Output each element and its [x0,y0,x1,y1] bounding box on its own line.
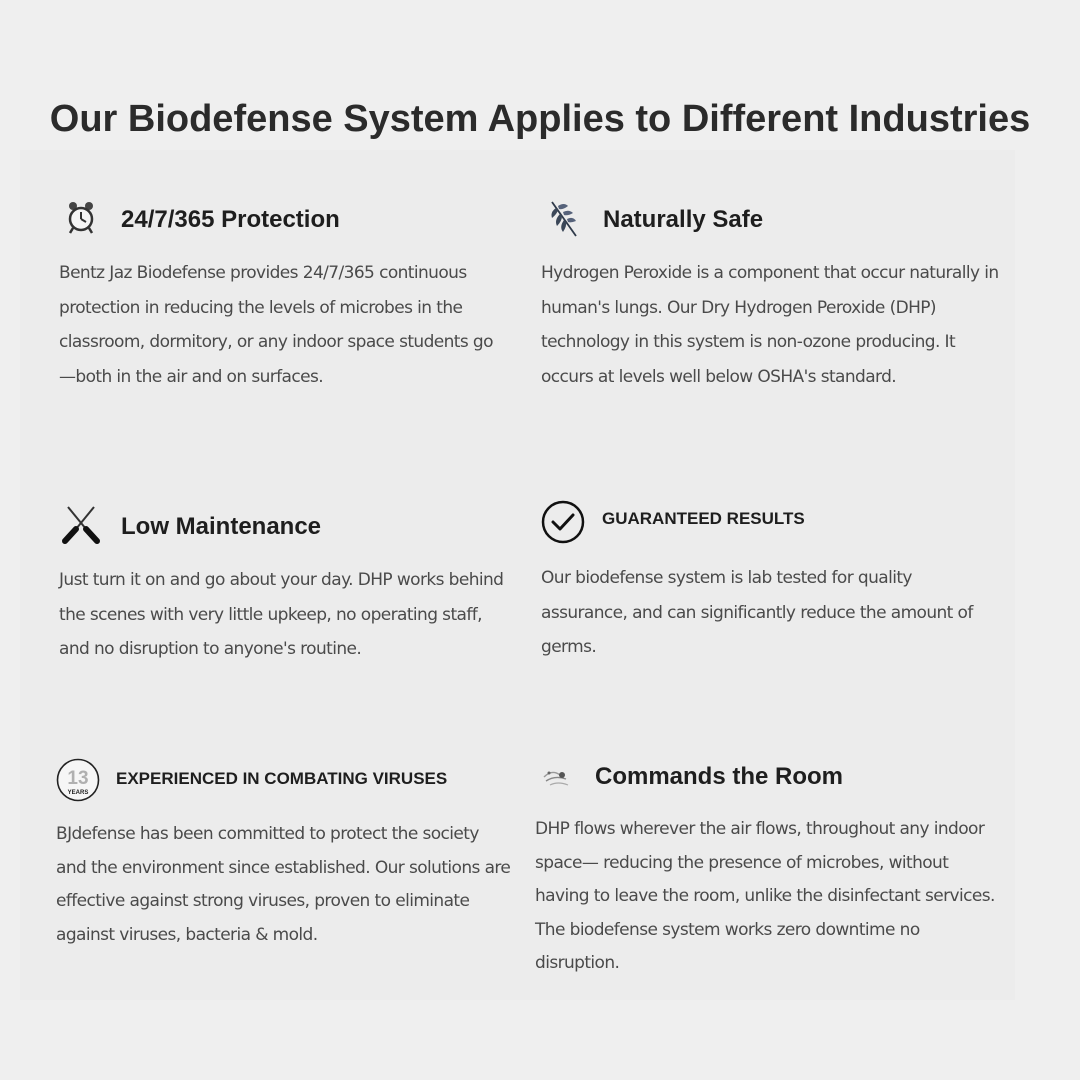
badge-label: YEARS [67,790,89,796]
feature-experienced [56,758,516,958]
page-title: Our Biodefense System Applies to Different Industries [49,98,1031,140]
crossed-screwdrivers-icon [59,502,103,546]
airflow-icon [535,756,579,800]
feature-description: BJdefense has been committed to protect the society and the environment since established. Our solutions are effective against strong viruses, proven to eliminate against viruses, bacteria & mold. [56,824,511,945]
feature-commands-room [535,756,995,973]
feature-naturally-safe [541,196,1001,396]
feature-title: Naturally Safe [603,206,764,233]
alarm-clock-icon [59,196,103,240]
check-circle-icon [541,500,585,544]
feature-title: GUARANTEED RESULTS [602,509,805,528]
feature-protection [59,196,509,396]
feature-description: Our biodefense system is lab tested for quality assurance, and can significantly reduce the amount of germs. [541,568,973,657]
feature-title: Commands the Room [595,763,844,790]
feature-description: Bentz Jaz Biodefense provides 24/7/365 continuous protection in reducing the levels of microbes in the classroom, dormitory, or any indoor space students go—both in the air and on surfaces. [59,263,493,387]
feature-low-maintenance [59,502,509,672]
feature-description: DHP flows wherever the air flows, throughout any indoor space— reducing the presence of microbes, without having to leave the room, unlike the disinfectant services. The biodefense system works zero downtime no disruption. [535,819,995,973]
feature-description: Hydrogen Peroxide is a component that occur naturally in human's lungs. Our Dry Hydrogen Peroxide (DHP) technology in this system is non-ozone producing. It occurs at levels well below OSHA's standard. [541,263,999,387]
feature-title: EXPERIENCED IN COMBATING VIRUSES [116,769,448,788]
badge-number: 13 [67,768,89,789]
feature-title: 24/7/365 Protection [121,206,340,233]
feature-description: Just turn it on and go about your day. DHP works behind the scenes with very little upkeep, no operating staff, and no disruption to anyone's routine. [59,570,504,659]
years-badge-icon [56,758,100,802]
feature-guaranteed-results [541,500,1001,657]
leaf-sprig-icon [541,196,585,240]
feature-title: Low Maintenance [121,513,322,540]
